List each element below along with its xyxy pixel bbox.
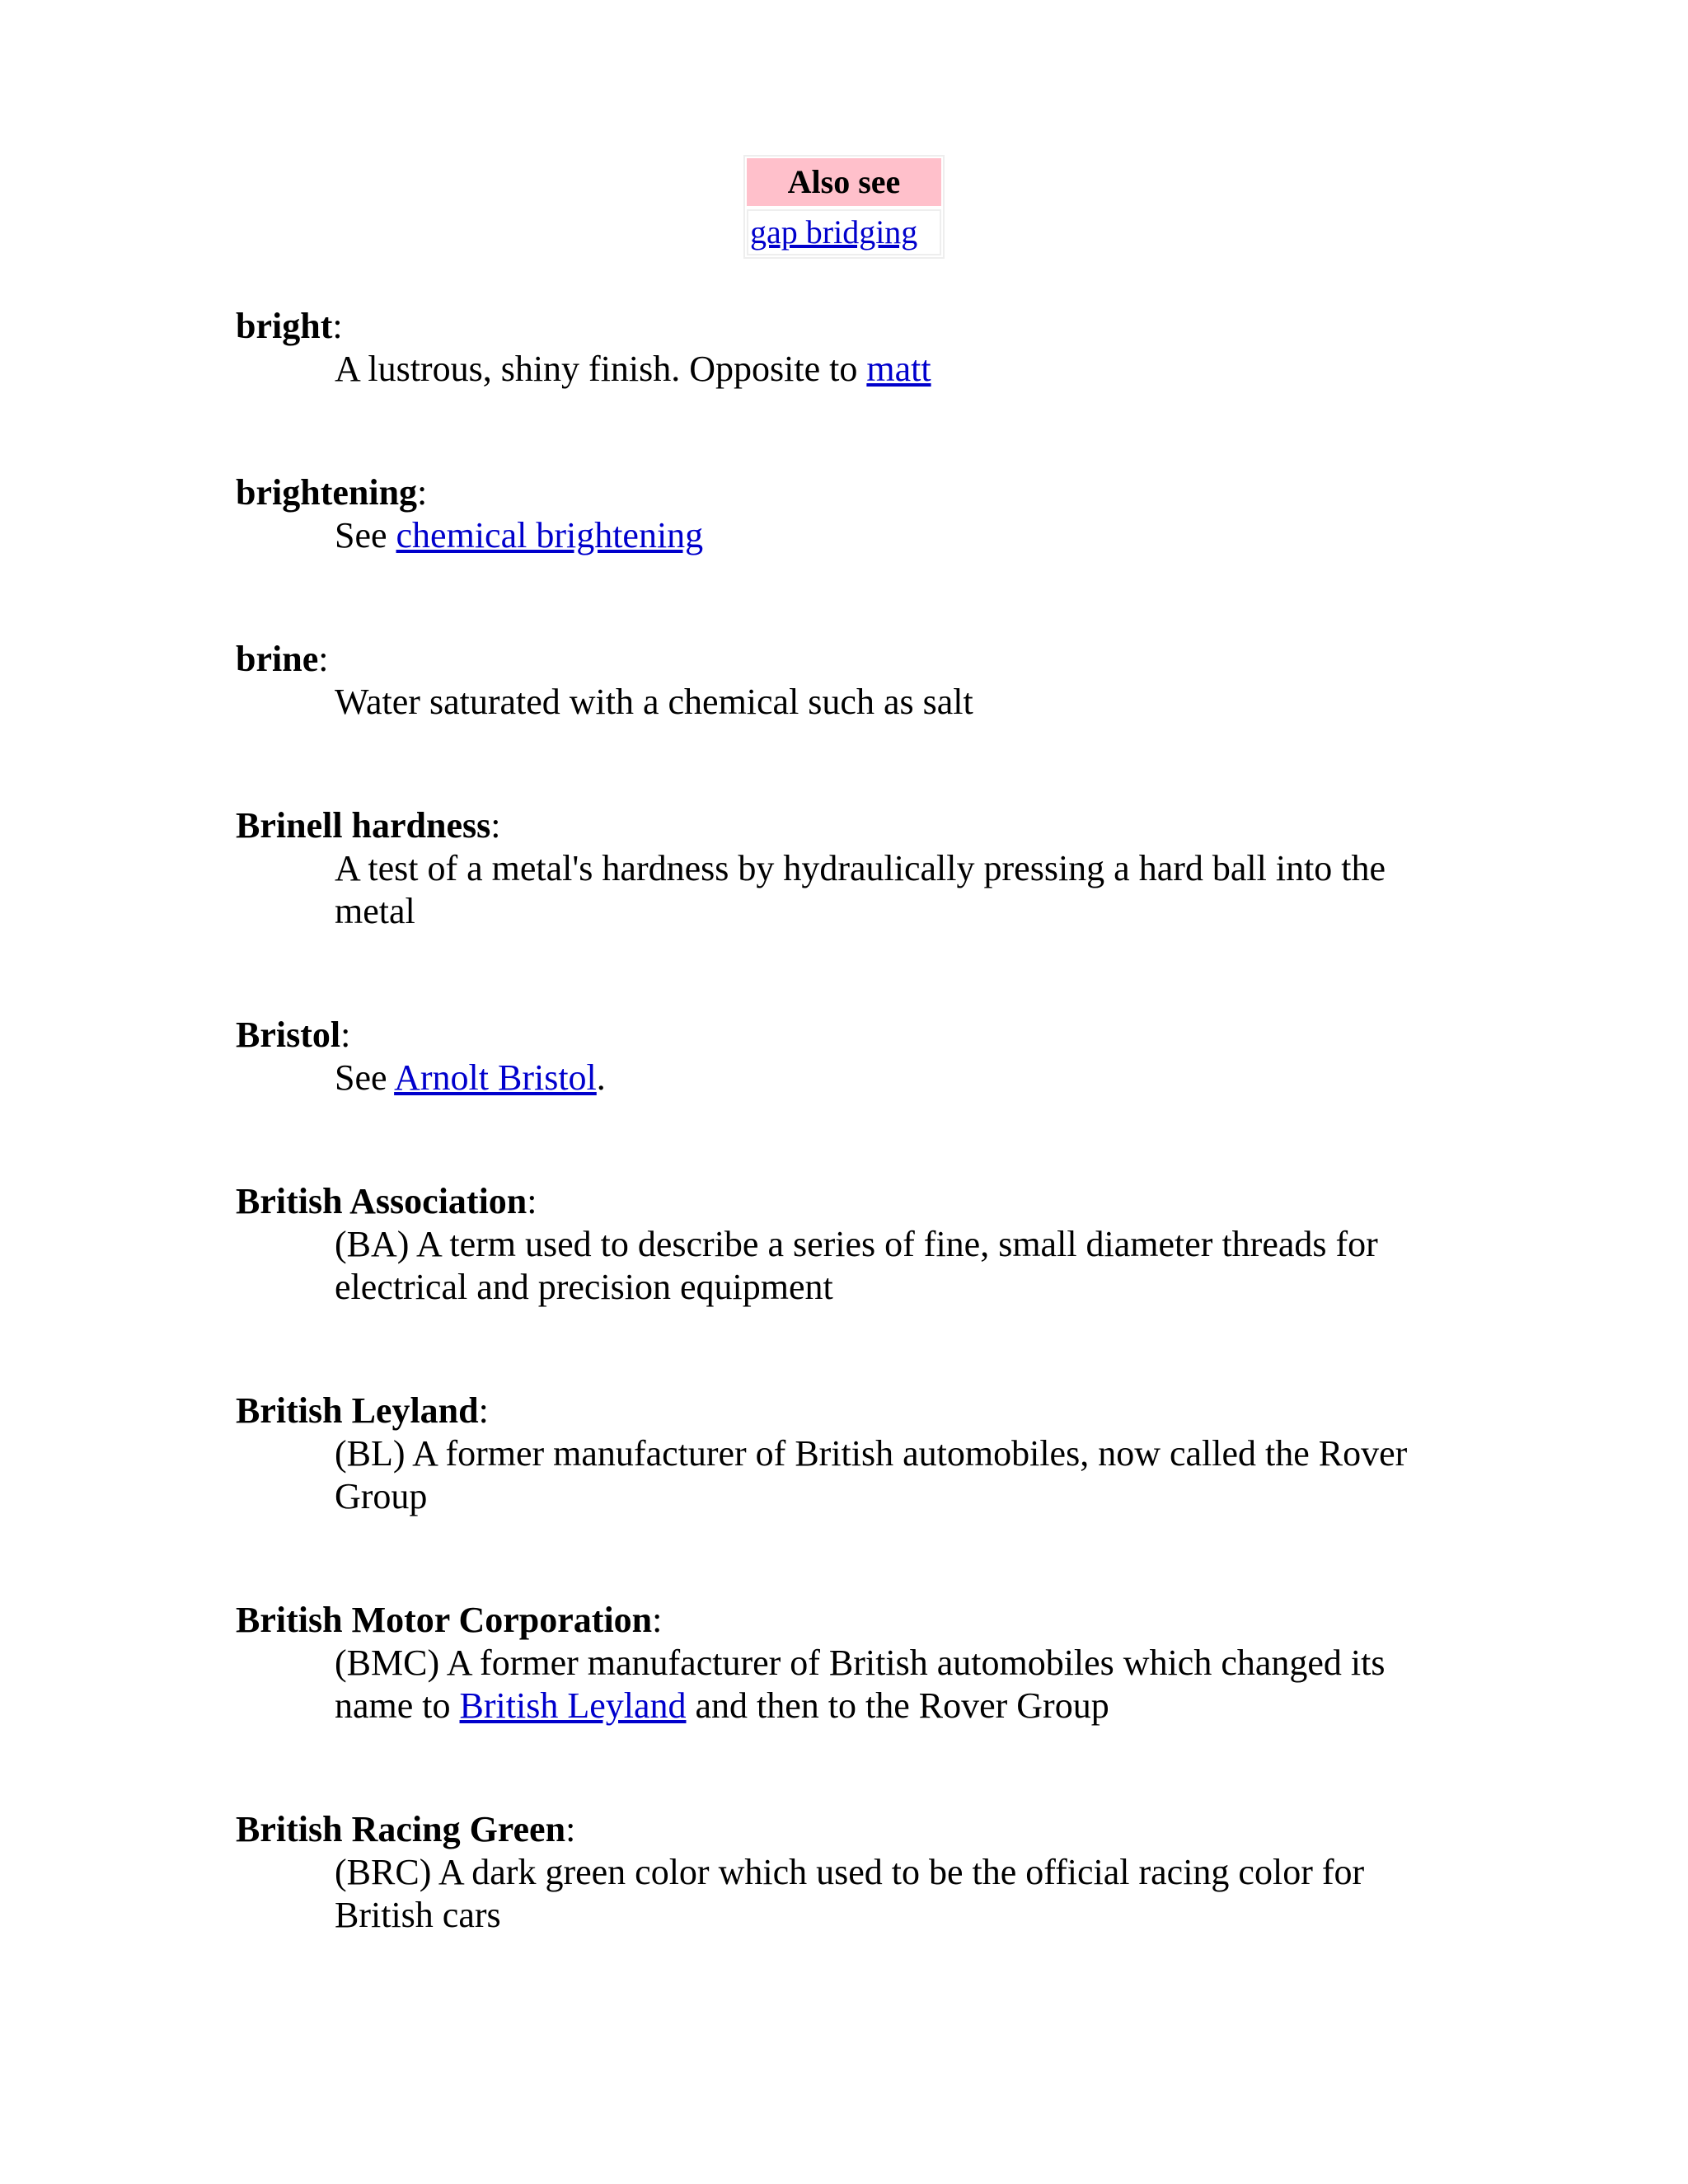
glossary-entry: [236, 1180, 1447, 1309]
definition: [335, 348, 931, 391]
term: British Racing Green: [236, 1809, 566, 1849]
glossary-entry: [236, 1808, 1447, 1937]
definition-text: See: [335, 515, 396, 555]
glossary-entry: [236, 1599, 1447, 1727]
glossary-entry: [236, 638, 973, 724]
definition: [335, 1642, 1447, 1727]
term-line: Bristol:: [236, 1015, 351, 1055]
glossary-entry: [236, 305, 931, 391]
definition-text: A lustrous, shiny finish. Opposite to: [335, 349, 867, 389]
definition-text-tail: .: [596, 1057, 606, 1098]
term: British Association: [236, 1181, 528, 1221]
definition: [335, 1057, 606, 1099]
term: British Motor Corporation: [236, 1600, 653, 1640]
also-see-link-gap-bridging[interactable]: gap bridging: [750, 213, 918, 251]
glossary-entry: [236, 1014, 606, 1099]
link-british-leyland[interactable]: British Leyland: [459, 1685, 687, 1726]
term-line: British Leyland:: [236, 1390, 489, 1431]
term-line: brightening:: [236, 472, 428, 513]
link-matt[interactable]: matt: [866, 349, 931, 389]
definition-text: (BL) A former manufacturer of British automobiles, now called the Rover Group: [335, 1433, 1408, 1516]
term-line: British Motor Corporation:: [236, 1600, 663, 1640]
term: bright: [236, 306, 333, 346]
definition-text-tail: and then to the Rover Group: [686, 1685, 1109, 1726]
definition: [335, 1851, 1447, 1937]
also-see-header: Also see: [747, 158, 941, 206]
term-line: bright:: [236, 306, 343, 346]
term: brine: [236, 639, 319, 679]
also-see-cell: [747, 209, 941, 255]
definition: [335, 514, 703, 557]
definition-text: (BMC) A former manufacturer of British automobiles which changed its name to: [335, 1643, 1386, 1726]
term-line: Brinell hardness:: [236, 805, 501, 846]
definition-text: (BA) A term used to describe a series of fine, small diameter threads for electrical and precision equipment: [335, 1224, 1378, 1307]
definition: [335, 847, 1447, 933]
definition-text: Water saturated with a chemical such as salt: [335, 682, 973, 722]
term-line: brine:: [236, 639, 329, 679]
term: British Leyland: [236, 1390, 479, 1431]
link-arnolt-bristol[interactable]: Arnolt Bristol: [394, 1057, 597, 1098]
definition-text: (BRC) A dark green color which used to be the official racing color for British cars: [335, 1852, 1365, 1935]
glossary-entry: [236, 1390, 1447, 1518]
term-line: British Association:: [236, 1181, 537, 1221]
definition-text: See: [335, 1057, 395, 1098]
glossary-entry: [236, 471, 703, 557]
term-line: British Racing Green:: [236, 1809, 576, 1849]
term: Bristol: [236, 1015, 341, 1055]
definition: [335, 1432, 1447, 1518]
term: Brinell hardness: [236, 805, 491, 846]
definition-text: A test of a metal's hardness by hydraulically pressing a hard ball into the metal: [335, 848, 1386, 931]
term: brightening: [236, 472, 418, 513]
definition: [335, 681, 973, 724]
also-see-box: [743, 155, 945, 259]
definition: [335, 1223, 1447, 1309]
glossary-entry: [236, 804, 1447, 933]
link-chemical-brightening[interactable]: chemical brightening: [396, 515, 704, 555]
